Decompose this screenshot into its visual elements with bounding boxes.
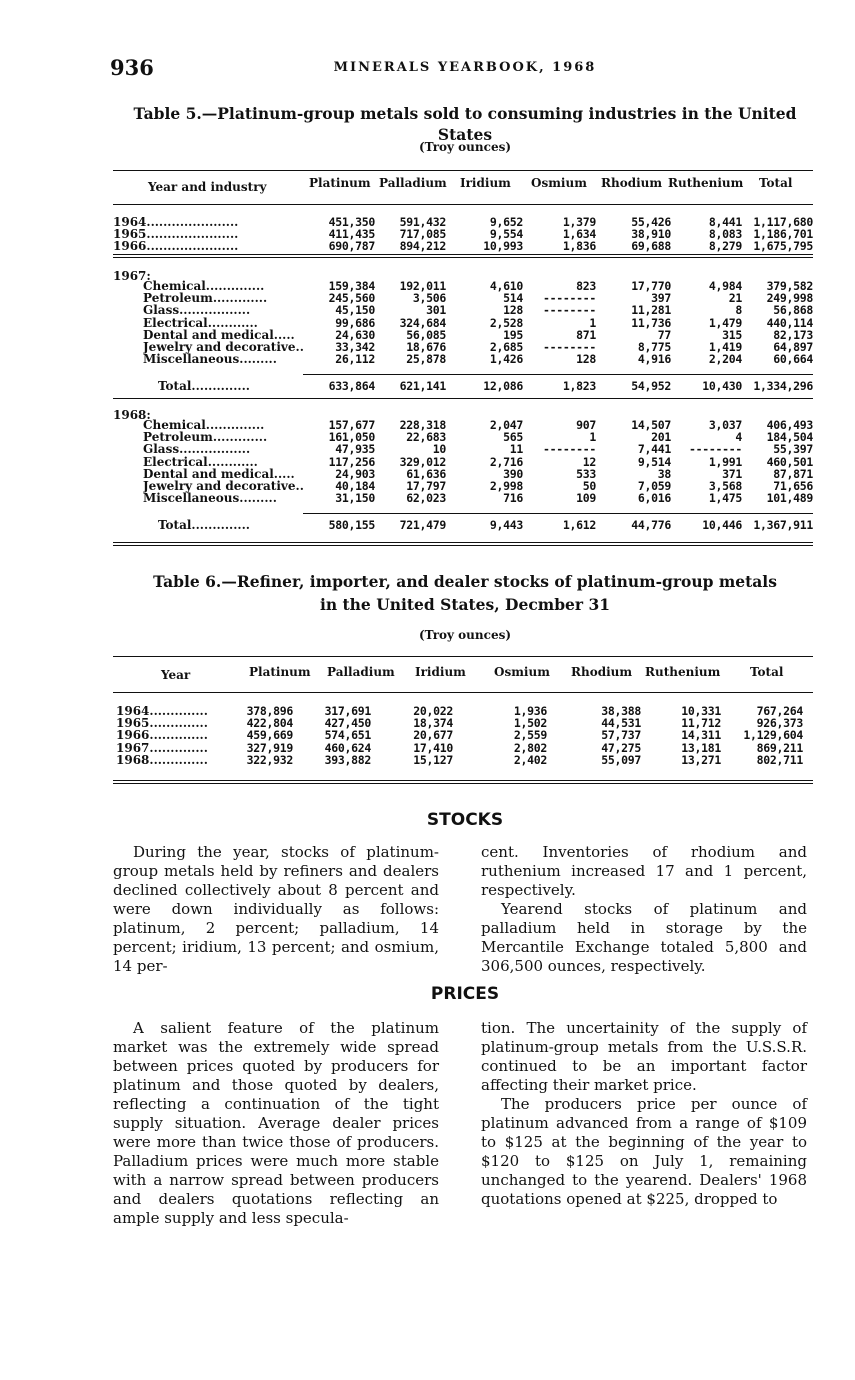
table-cell: 87,871 (773, 466, 813, 481)
table-cell: 459,669 (246, 728, 293, 743)
table-cell: 4 (735, 430, 742, 445)
table-cell: 1,502 (513, 716, 547, 731)
table6-bottom-rule (113, 780, 813, 784)
table-cell: 871 (576, 327, 596, 342)
table-cell: 11,736 (631, 315, 671, 330)
table-cell: 12,086 (483, 379, 523, 393)
table-cell: 1,379 (562, 215, 596, 229)
table-cell: 56,085 (406, 327, 446, 342)
table-cell: 22,683 (406, 430, 446, 445)
table-cell: 1,129,604 (743, 728, 803, 743)
table-cell: 245,560 (328, 291, 375, 306)
table-cell: -------- (543, 340, 596, 354)
table-cell: 14,311 (681, 728, 721, 743)
t6-col-header: Platinum (249, 665, 311, 679)
table-cell: 10,430 (702, 379, 742, 393)
table-cell: 8,441 (708, 215, 742, 229)
table-row-label: Jewelry and decorative.. (143, 479, 304, 493)
t6-col-header: Osmium (494, 665, 550, 679)
table-cell: 55,426 (631, 215, 671, 229)
table-row-label: 1964...................... (113, 215, 239, 229)
table-cell: 621,141 (399, 379, 446, 393)
table6-top-rule (113, 656, 813, 657)
table-cell: 440,114 (766, 315, 813, 330)
table-cell: 109 (576, 491, 596, 506)
table-cell: 117,256 (328, 454, 375, 469)
table-cell: 249,998 (766, 291, 813, 306)
table-cell: 21 (728, 291, 742, 306)
table6-title-line2: in the United States, Decmber 31 (319, 595, 611, 614)
table-cell: 159,384 (328, 279, 375, 293)
t5-col-header: Palladium (379, 176, 447, 190)
table5-header-rule (113, 204, 813, 205)
t6-col-header: Rhodium (571, 665, 633, 679)
table5-subtotal-rule (303, 374, 813, 375)
table-cell: 378,896 (246, 704, 293, 718)
table-cell: 9,554 (489, 227, 523, 242)
table-cell: 767,264 (756, 704, 803, 718)
table-cell: 47,275 (601, 740, 641, 755)
table-cell: 894,212 (399, 239, 446, 254)
table-cell: 8,083 (708, 227, 742, 242)
table-cell: 2,998 (489, 479, 523, 493)
t5-col-header: Platinum (309, 176, 371, 190)
table-cell: 128 (503, 303, 523, 318)
table-cell: 8,775 (637, 340, 671, 354)
table-cell: 1,836 (562, 239, 596, 254)
table-row-label: Jewelry and decorative.. (143, 340, 304, 354)
table-cell: 25,878 (406, 352, 446, 367)
table-cell: 2,047 (489, 418, 523, 432)
t6-col-header: Palladium (327, 665, 395, 679)
stocks-paragraph: Yearend stocks of platinum and palladium held in storage by the Mercantile Exchange totaled 5,800 and 306,500 ounces, respectively. (481, 900, 807, 975)
table-cell: 184,504 (766, 430, 813, 445)
table-cell: 45,150 (335, 303, 375, 318)
table-row-label: Glass................. (143, 442, 251, 457)
table-cell: -------- (543, 442, 596, 457)
table-row-label: Petroleum............. (143, 291, 268, 306)
table-cell: 301 (426, 303, 446, 318)
table-cell: 2,685 (489, 340, 523, 354)
table-cell: 69,688 (631, 239, 671, 254)
table-row-label: Petroleum............. (143, 430, 268, 445)
table-row-label: Electrical............ (143, 315, 258, 330)
table-cell: -------- (543, 291, 596, 306)
table-cell: 38 (657, 466, 671, 481)
table-cell: 44,531 (601, 716, 641, 731)
table-cell: 1,117,680 (753, 215, 813, 229)
table-row-label: Miscellaneous......... (143, 352, 277, 367)
table-cell: 128 (576, 352, 596, 367)
table-cell: 2,559 (513, 728, 547, 743)
page-header (110, 55, 820, 81)
t5-col-header: Rhodium (601, 176, 663, 190)
table-cell: 379,582 (766, 279, 813, 293)
table-cell: 44,776 (631, 518, 671, 532)
table-group-year: 1967: (113, 269, 151, 283)
table-cell: 633,864 (328, 379, 375, 393)
table-cell: 1,675,795 (753, 239, 813, 254)
stocks-paragraph: cent. Inventories of rhodium and ruthenium increased 17 and 1 percent, respectively. (481, 843, 807, 899)
table-cell: 10,446 (702, 518, 742, 532)
t5-col-header: Osmium (531, 176, 587, 190)
table-cell: 2,528 (489, 315, 523, 330)
table-cell: 13,271 (681, 752, 721, 767)
table-cell: 10,331 (681, 704, 721, 718)
stocks-right-column (481, 843, 807, 976)
table-cell: 15,127 (413, 752, 453, 767)
table-cell: 157,677 (328, 418, 375, 432)
table-cell: 161,050 (328, 430, 375, 445)
table-cell: 60,664 (773, 352, 813, 367)
table-cell: 10,993 (483, 239, 523, 254)
table-row-label: 1965...................... (113, 227, 239, 242)
t5-col-header: Ruthenium (668, 176, 744, 190)
t6-col-header: Ruthenium (645, 665, 721, 679)
table-cell: 38,910 (631, 227, 671, 242)
table6-header-rule (113, 692, 813, 693)
table-cell: 3,568 (708, 479, 742, 493)
table-cell: 55,097 (601, 752, 641, 767)
table-cell: 99,686 (335, 315, 375, 330)
table-cell: 17,797 (406, 479, 446, 493)
t6-col-header: Year (161, 668, 191, 682)
table-cell: 1,186,701 (753, 227, 813, 242)
t5-col-header: Total (759, 176, 793, 190)
table-cell: 1,419 (708, 340, 742, 354)
page-number: 936 (110, 55, 154, 80)
t6-col-header: Total (750, 665, 784, 679)
table-cell: 40,184 (335, 479, 375, 493)
table-cell: 228,318 (399, 418, 446, 432)
table-cell: 9,443 (489, 518, 523, 532)
table-cell: 823 (576, 279, 596, 293)
table-cell: 926,373 (756, 716, 803, 731)
table-row-label: Dental and medical..... (143, 327, 295, 342)
t6-col-header: Iridium (415, 665, 466, 679)
table-cell: 7,059 (637, 479, 671, 493)
table-cell: 574,651 (324, 728, 371, 743)
table-cell: 2,402 (513, 752, 547, 767)
table-cell: 18,676 (406, 340, 446, 354)
table-cell: 1,426 (489, 352, 523, 367)
table-cell: 11,712 (681, 716, 721, 731)
prices-paragraph: The producers price per ounce of platinum advanced from a range of $109 to $125 at the beginning of the year to $120 to $125 on July 1, remaining unchanged to the yearend. Dealers' 1968 quotations opened at $225, dropped to (481, 1095, 807, 1208)
table-cell: 315 (722, 327, 742, 342)
prices-right-column (481, 1019, 807, 1209)
table-cell: 192,011 (399, 279, 446, 293)
table5-bottom-rule (113, 542, 813, 546)
table-cell: 2,716 (489, 454, 523, 469)
prices-heading: PRICES (430, 984, 500, 1004)
table-cell: 11 (509, 442, 523, 457)
table-cell: 18,374 (413, 716, 453, 731)
table-cell: 20,677 (413, 728, 453, 743)
table-cell: 533 (576, 466, 596, 481)
table5-subtotal-rule (303, 513, 813, 514)
table-cell: 4,984 (708, 279, 742, 293)
table-cell: 24,903 (335, 466, 375, 481)
table-cell: 62,023 (406, 491, 446, 506)
table-cell: 3,506 (412, 291, 446, 306)
table-cell: 514 (503, 291, 523, 306)
running-title: MINERALS YEARBOOK, 1968 (333, 60, 597, 75)
table-cell: 690,787 (328, 239, 375, 254)
table-cell: 31,150 (335, 491, 375, 506)
table-cell: 38,388 (601, 704, 641, 718)
table6-title-line1: Table 6.—Refiner, importer, and dealer stocks of platinum-group metals (153, 572, 777, 591)
table-cell: 10 (432, 442, 446, 457)
table-cell: 6,016 (637, 491, 671, 506)
table-cell: 1 (589, 315, 596, 330)
table-cell: 721,479 (399, 518, 446, 532)
table-cell: 1,991 (708, 454, 742, 469)
prices-paragraph: A salient feature of the platinum market was the extremely wide spread between prices quoted by producers for platinum and those quoted by dealers, reflecting a continuation of the tight supply situation. Average dealer prices were more than twice those of producers. Palladium prices were much more stable with a narrow spread between producers and dealers quotations reflecting an ample supply and less specula- (113, 1019, 439, 1227)
table-row-label: Chemical.............. (143, 418, 265, 432)
table-cell: 390 (503, 466, 523, 481)
table-cell: 8,279 (708, 239, 742, 254)
table-cell: 14,507 (631, 418, 671, 432)
table-row-label: 1968.............. (116, 752, 208, 767)
table-cell: 1,936 (513, 704, 547, 718)
table-cell: 13,181 (681, 740, 721, 755)
table-cell: 11,281 (631, 303, 671, 318)
table-cell: 2,802 (513, 740, 547, 755)
table-cell: 17,770 (631, 279, 671, 293)
table-cell: 322,932 (246, 752, 293, 767)
table5-title: Table 5.—Platinum-group metals sold to consuming industries in the United States (133, 104, 797, 144)
stocks-left-column (113, 843, 439, 976)
table-cell: 427,450 (324, 716, 371, 731)
prices-left-column (113, 1019, 439, 1228)
table-cell: 907 (576, 418, 596, 432)
table-cell: -------- (543, 303, 596, 318)
table-cell: 317,691 (324, 704, 371, 718)
table-cell: 717,085 (399, 227, 446, 242)
table-cell: 716 (503, 491, 523, 506)
t5-col-header: Year and industry (148, 180, 267, 194)
table-cell: 54,952 (631, 379, 671, 393)
table-cell: 2,204 (708, 352, 742, 367)
table-cell: 371 (722, 466, 742, 481)
table-cell: 1,634 (562, 227, 596, 242)
table-row-label: Electrical............ (143, 454, 258, 469)
table-cell: 26,112 (335, 352, 375, 367)
table-cell: 406,493 (766, 418, 813, 432)
prices-paragraph: tion. The uncertainity of the supply of platinum-group metals from the U.S.S.R. continued to be an important factor affecting their market price. (481, 1019, 807, 1094)
table-cell: 8 (735, 303, 742, 318)
table-cell: 1,823 (562, 379, 596, 393)
t5-col-header: Iridium (460, 176, 511, 190)
table-cell: 451,350 (328, 215, 375, 229)
table-cell: 77 (657, 327, 671, 342)
table-cell: 460,624 (324, 740, 371, 755)
table-cell: 393,882 (324, 752, 371, 767)
table-cell: 3,037 (708, 418, 742, 432)
table-cell: 56,868 (773, 303, 813, 318)
table-cell: 9,652 (489, 215, 523, 229)
table5-section-rule (113, 254, 813, 258)
table-cell: 55,397 (773, 442, 813, 457)
table-cell: 4,916 (637, 352, 671, 367)
table-cell: 50 (582, 479, 596, 493)
table-cell: 57,737 (601, 728, 641, 743)
table-cell: 1,479 (708, 315, 742, 330)
table5-top-rule (113, 170, 813, 171)
table-cell: 12 (582, 454, 596, 469)
table-cell: 802,711 (756, 752, 803, 767)
table-cell: 82,173 (773, 327, 813, 342)
table6-unit: (Troy ounces) (418, 628, 512, 642)
table-cell: 101,489 (766, 491, 813, 506)
table-cell: 201 (651, 430, 671, 445)
table-cell: 7,441 (637, 442, 671, 457)
table-cell: 1,334,296 (753, 379, 813, 393)
table-row-label: 1967.............. (116, 740, 208, 755)
table-cell: 397 (651, 291, 671, 306)
table-row-label: 1966.............. (116, 728, 208, 743)
stocks-paragraph: During the year, stocks of platinum-group metals held by refiners and dealers declined collectively about 8 percent and were down individually as follows: platinum, 2 percent; palladium, 14 percent; iridium, 13 percent; and osmium, 14 per- (113, 843, 439, 975)
table-cell: 580,155 (328, 518, 375, 532)
table-cell: 17,410 (413, 740, 453, 755)
table-cell: 47,935 (335, 442, 375, 457)
table-row-label: Glass................. (143, 303, 251, 318)
table-row-label: Miscellaneous......... (143, 491, 277, 506)
table-total-label: Total.............. (158, 518, 250, 532)
table-cell: 1,367,911 (753, 518, 813, 532)
table-cell: 4,610 (489, 279, 523, 293)
table-cell: 329,012 (399, 454, 446, 469)
table-cell: 327,919 (246, 740, 293, 755)
table-cell: 24,630 (335, 327, 375, 342)
table-cell: 591,432 (399, 215, 446, 229)
table-row-label: Chemical.............. (143, 279, 265, 293)
table-cell: 324,684 (399, 315, 446, 330)
table-total-label: Total.............. (158, 379, 250, 393)
table5-section-rule (113, 398, 813, 399)
table-cell: 9,514 (637, 454, 671, 469)
table-row-label: 1966...................... (113, 239, 239, 254)
table-cell: 565 (503, 430, 523, 445)
table-row-label: Dental and medical..... (143, 466, 295, 481)
table5-unit: (Troy ounces) (418, 140, 512, 154)
table-cell: 460,501 (766, 454, 813, 469)
table-cell: 411,435 (328, 227, 375, 242)
table-group-year: 1968: (113, 408, 151, 422)
table-cell: 20,022 (413, 704, 453, 718)
table-cell: 422,804 (246, 716, 293, 731)
table-cell: 1,612 (562, 518, 596, 532)
table-cell: 33,342 (335, 340, 375, 354)
table-cell: 64,897 (773, 340, 813, 354)
table-row-label: 1964.............. (116, 704, 208, 718)
table-cell: 71,656 (773, 479, 813, 493)
table-cell: 1 (589, 430, 596, 445)
table-cell: 869,211 (756, 740, 803, 755)
table-cell: 1,475 (708, 491, 742, 506)
stocks-heading: STOCKS (426, 810, 504, 830)
table-row-label: 1965.............. (116, 716, 208, 731)
table-cell: -------- (689, 442, 742, 457)
table-cell: 195 (503, 327, 523, 342)
table-cell: 61,636 (406, 466, 446, 481)
